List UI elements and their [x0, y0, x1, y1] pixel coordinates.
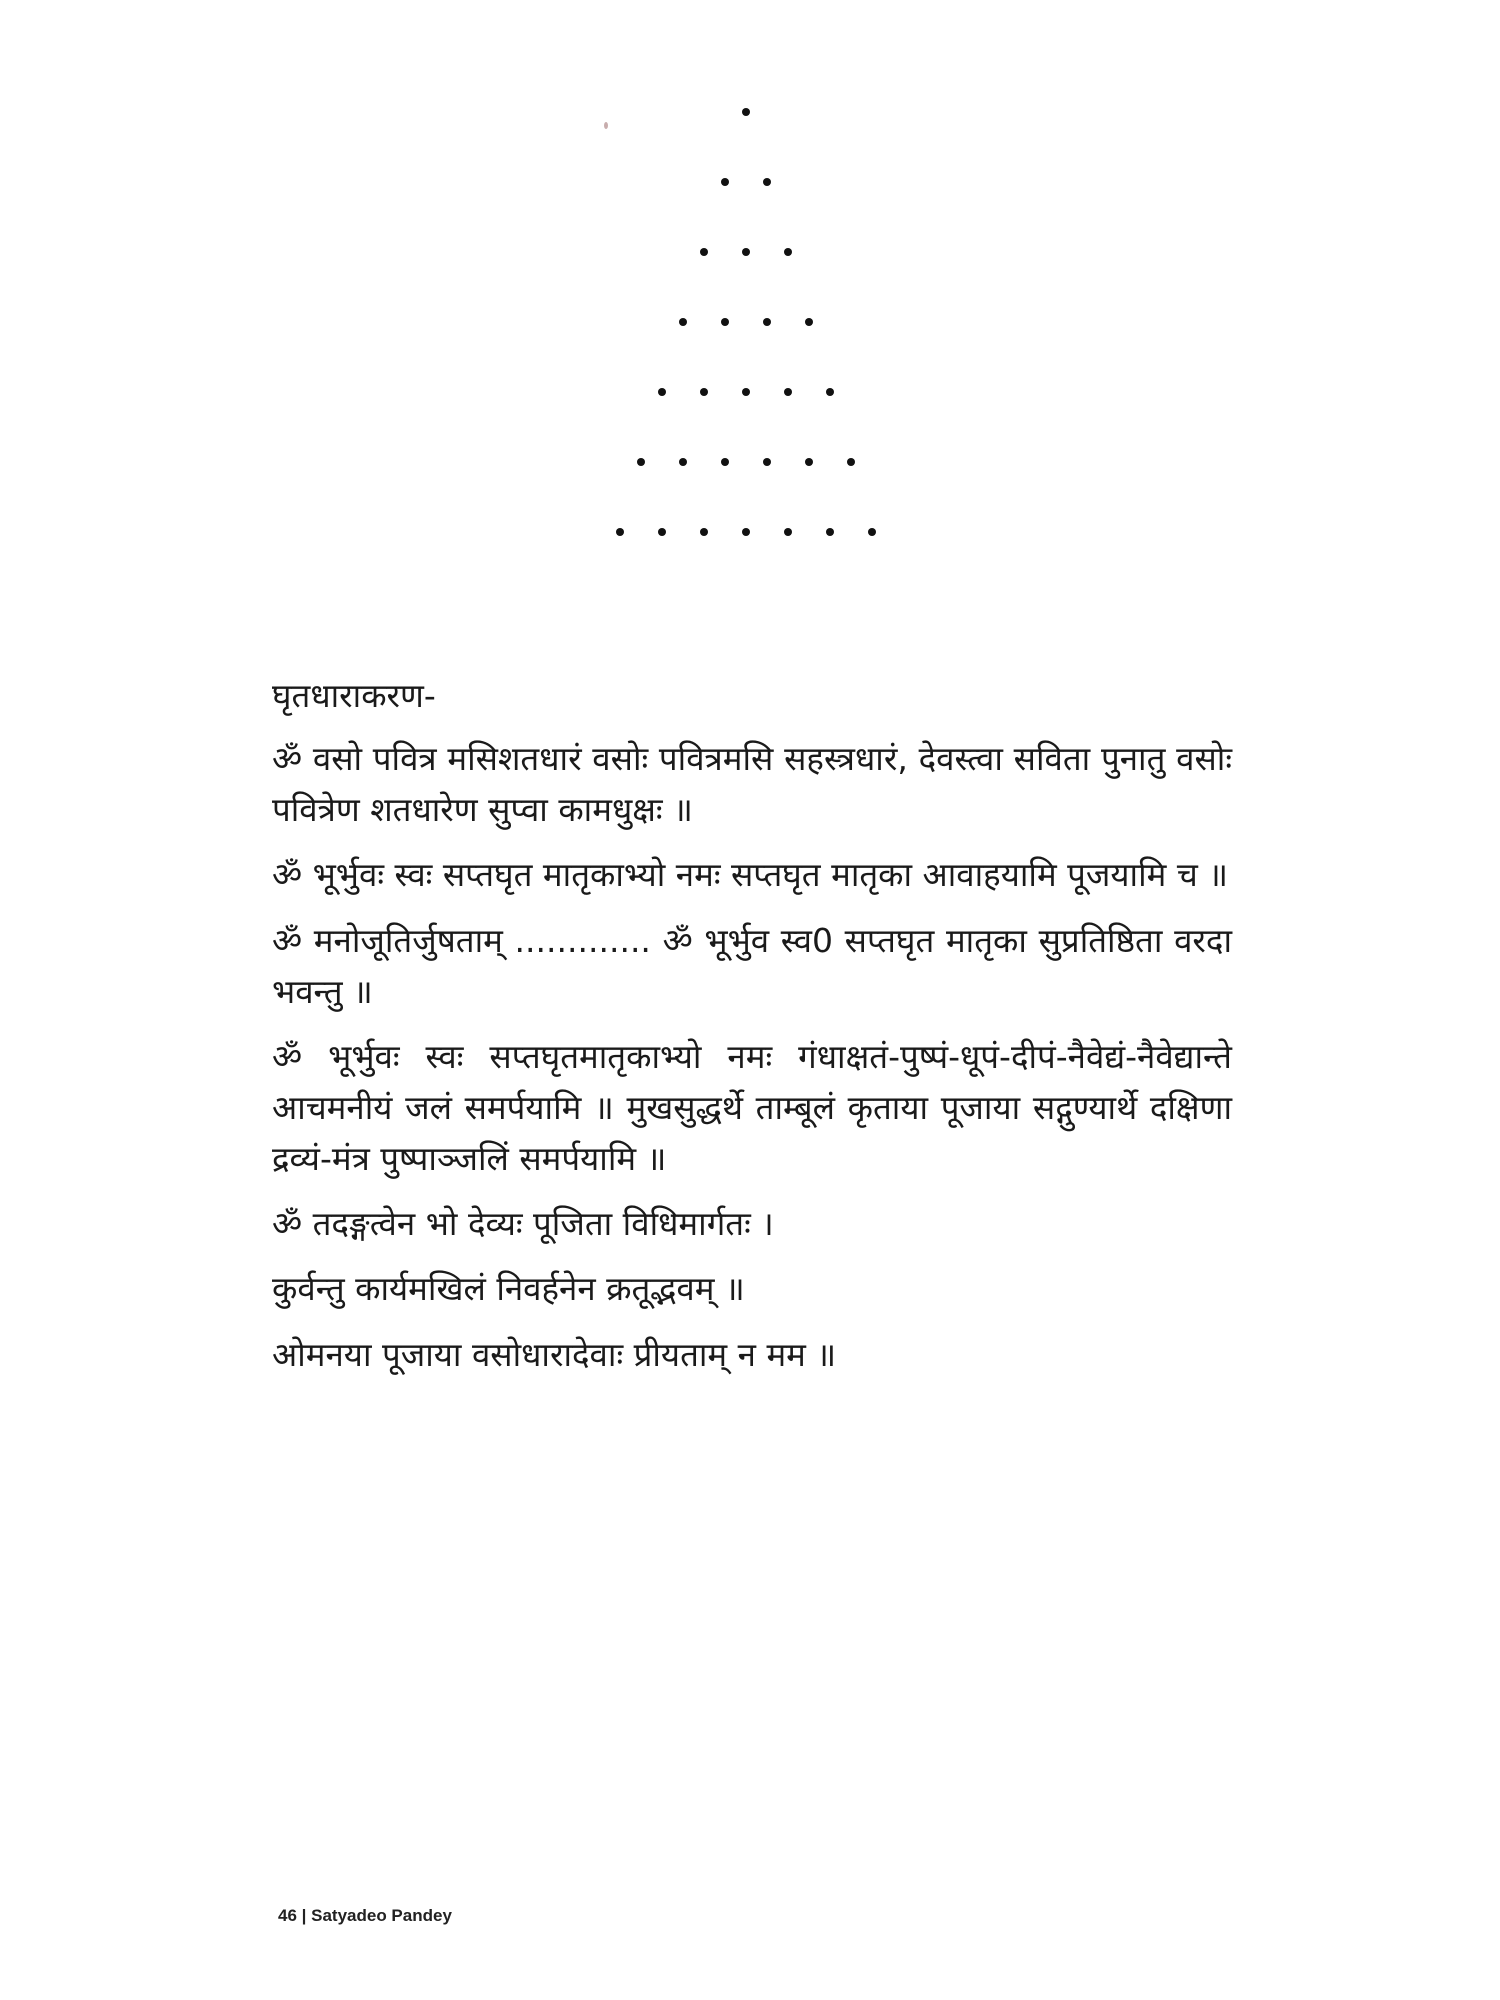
section-heading: घृतधाराकरण-	[272, 676, 436, 715]
decorative-dot	[763, 318, 771, 326]
decorative-dot	[784, 388, 792, 396]
decorative-dot	[700, 248, 708, 256]
decorative-dot	[637, 458, 645, 466]
decorative-dot	[721, 458, 729, 466]
decorative-dot	[805, 318, 813, 326]
mantra-paragraph-3: ॐ मनोजूतिर्जुषताम् ............. ॐ भूर्भुव स्व0 सप्तघृत मातृका सुप्रतिष्ठिता वरदा भवन्तु ॥	[272, 920, 1232, 1011]
decorative-dot	[616, 528, 624, 536]
decorative-dot	[784, 248, 792, 256]
verse-line-3: ओमनया पूजाया वसोधारादेवाः प्रीयताम् न मम ॥	[272, 1334, 837, 1374]
decorative-dot	[700, 528, 708, 536]
decorative-dot	[805, 458, 813, 466]
decorative-dot	[721, 318, 729, 326]
mantra-paragraph-2: ॐ भूर्भुवः स्वः सप्तघृत मातृकाभ्यो नमः सप्तघृत मातृका आवाहयामि पूजयामि च ॥	[272, 855, 1229, 895]
page-footer: 46 | Satyadeo Pandey	[278, 1906, 452, 1925]
decorative-dot	[721, 178, 729, 186]
main-text	[272, 670, 1232, 1394]
decorative-dot	[826, 388, 834, 396]
decorative-dot	[742, 388, 750, 396]
decorative-dot	[826, 528, 834, 536]
mantra-paragraph-1: ॐ वसो पवित्र मसिशतधारं वसोः पवित्रमसि सहस्त्रधारं, देवस्त्वा सविता पुनातु वसोः पवित्रेण शतधारेण सुप्वा कामधुक्षः ॥	[272, 739, 1232, 830]
decorative-dot	[847, 458, 855, 466]
decorative-dot	[868, 528, 876, 536]
decorative-dot	[658, 388, 666, 396]
mantra-paragraph-4: ॐ भूर्भुवः स्वः सप्तघृतमातृकाभ्यो नमः गंधाक्षतं-पुष्पं-धूपं-दीपं-नैवेद्यं-नैवेद्यान्ते आचमनीयं जलं समर्पयामि ॥ मुखसुद्धर्थे ताम्बूलं कृताया पूजाया सद्गुण्यार्थे दक्षिणा द्रव्यं-मंत्र पुष्पाञ्जलिं समर्पयामि ॥	[272, 1036, 1232, 1179]
decorative-dot	[763, 458, 771, 466]
decorative-dot	[700, 388, 708, 396]
decorative-dot	[679, 318, 687, 326]
paper-speck	[604, 122, 608, 129]
decorative-dot	[784, 528, 792, 536]
decorative-dot	[742, 248, 750, 256]
verse-line-2: कुर्वन्तु कार्यमखिलं निवर्हनेन क्रतूद्भवम् ॥	[272, 1269, 745, 1309]
decorative-dot	[763, 178, 771, 186]
decorative-dot	[742, 108, 750, 116]
verse-line-1: ॐ तदङ्गत्वेन भो देव्यः पूजिता विधिमार्गतः ।	[272, 1204, 774, 1244]
decorative-dot	[679, 458, 687, 466]
decorative-dot	[658, 528, 666, 536]
dot-triangle-decoration	[0, 0, 1500, 600]
decorative-dot	[742, 528, 750, 536]
